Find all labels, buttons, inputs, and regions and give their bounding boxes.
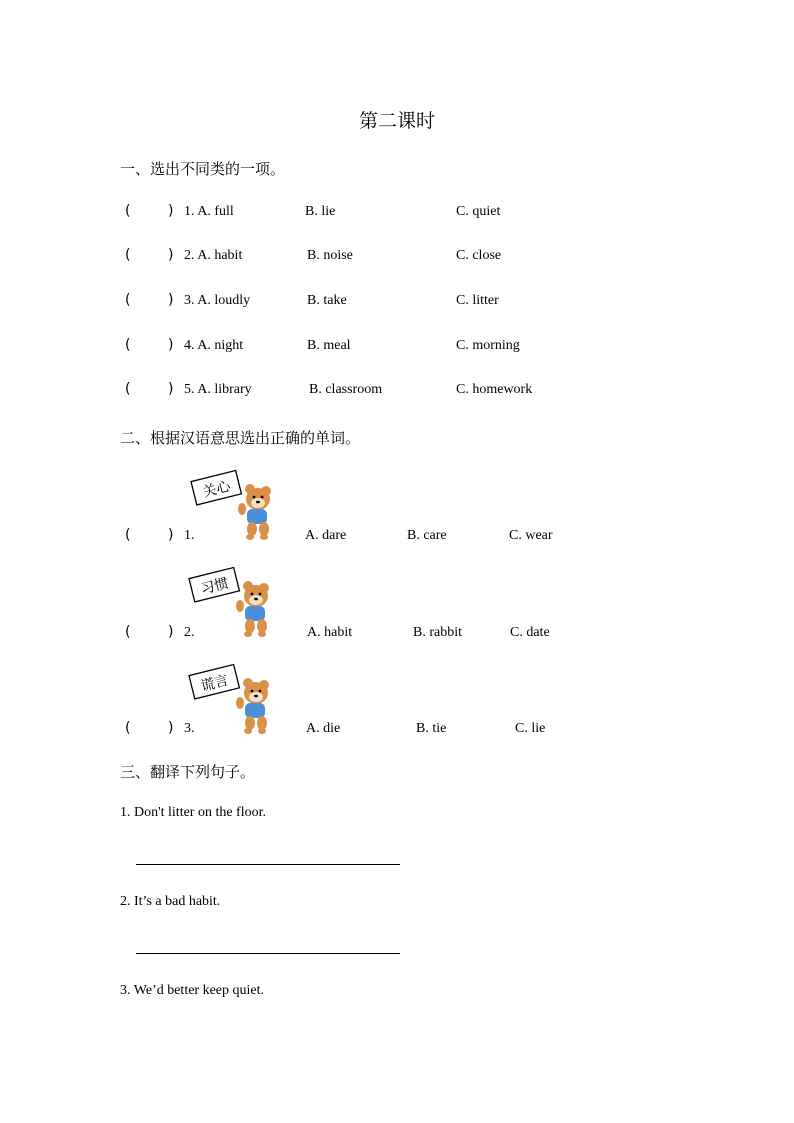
- option-c: C. lie: [515, 721, 546, 736]
- option-c: C. homework: [456, 382, 533, 397]
- option-c: C. morning: [456, 338, 520, 353]
- sentence-2: 2. It’s a bad habit.: [120, 894, 221, 909]
- section3-heading: 三、翻译下列句子。: [120, 763, 256, 781]
- option-c: C. wear: [509, 528, 553, 543]
- answer-paren-open: (: [125, 203, 131, 219]
- option-c: C. date: [510, 625, 550, 640]
- sentence-1: 1. Don't litter on the floor.: [120, 805, 267, 820]
- option-c: C. close: [456, 248, 502, 263]
- option-b: B. rabbit: [413, 625, 462, 640]
- option-b: B. take: [307, 293, 347, 308]
- answer-paren-open: (: [125, 381, 131, 397]
- option-c: C. quiet: [456, 204, 501, 219]
- option-b: B. classroom: [309, 382, 383, 397]
- answer-paren-close: ): [168, 720, 174, 736]
- answer-paren-close: ): [168, 203, 174, 219]
- sign-text: 谎言: [199, 672, 231, 695]
- bear-sign-illustration: [188, 657, 272, 737]
- answer-paren-close: ): [168, 337, 174, 353]
- option-b: B. lie: [305, 204, 336, 219]
- answer-paren-close: ): [168, 247, 174, 263]
- sign-text: 习惯: [199, 575, 231, 598]
- question-number: 3.: [184, 721, 195, 736]
- answer-paren-close: ): [168, 292, 174, 308]
- option-c: C. litter: [456, 293, 499, 308]
- answer-paren-open: (: [125, 624, 131, 640]
- option-a: 3. A. loudly: [184, 293, 251, 308]
- page-title: 第二课时: [358, 110, 435, 132]
- option-b: B. noise: [307, 248, 353, 263]
- bear-icon: [190, 463, 274, 543]
- answer-paren-close: ): [168, 381, 174, 397]
- answer-paren-open: (: [125, 292, 131, 308]
- option-a: A. dare: [305, 528, 347, 543]
- option-b: B. meal: [307, 338, 351, 353]
- option-a: 1. A. full: [184, 204, 234, 219]
- answer-paren-open: (: [125, 527, 131, 543]
- answer-line-1[interactable]: [136, 864, 400, 865]
- option-b: B. tie: [416, 721, 447, 736]
- answer-paren-open: (: [125, 247, 131, 263]
- sign-text: 关心: [201, 478, 233, 501]
- option-a: 5. A. library: [184, 382, 252, 397]
- answer-paren-close: ): [168, 624, 174, 640]
- answer-paren-close: ): [168, 527, 174, 543]
- answer-paren-open: (: [125, 337, 131, 353]
- section1-heading: 一、选出不同类的一项。: [120, 160, 286, 178]
- section2-heading: 二、根据汉语意思选出正确的单词。: [120, 429, 361, 447]
- question-number: 1.: [184, 528, 195, 543]
- option-a: 4. A. night: [184, 338, 244, 353]
- answer-line-2[interactable]: [136, 953, 400, 954]
- bear-sign-illustration: [188, 560, 272, 640]
- bear-sign-illustration: [190, 463, 274, 543]
- option-a: 2. A. habit: [184, 248, 243, 263]
- option-b: B. care: [407, 528, 447, 543]
- bear-icon: [188, 560, 272, 640]
- bear-icon: [188, 657, 272, 737]
- option-a: A. habit: [307, 625, 353, 640]
- sentence-3: 3. We’d better keep quiet.: [120, 983, 265, 998]
- answer-paren-open: (: [125, 720, 131, 736]
- question-number: 2.: [184, 625, 195, 640]
- option-a: A. die: [306, 721, 341, 736]
